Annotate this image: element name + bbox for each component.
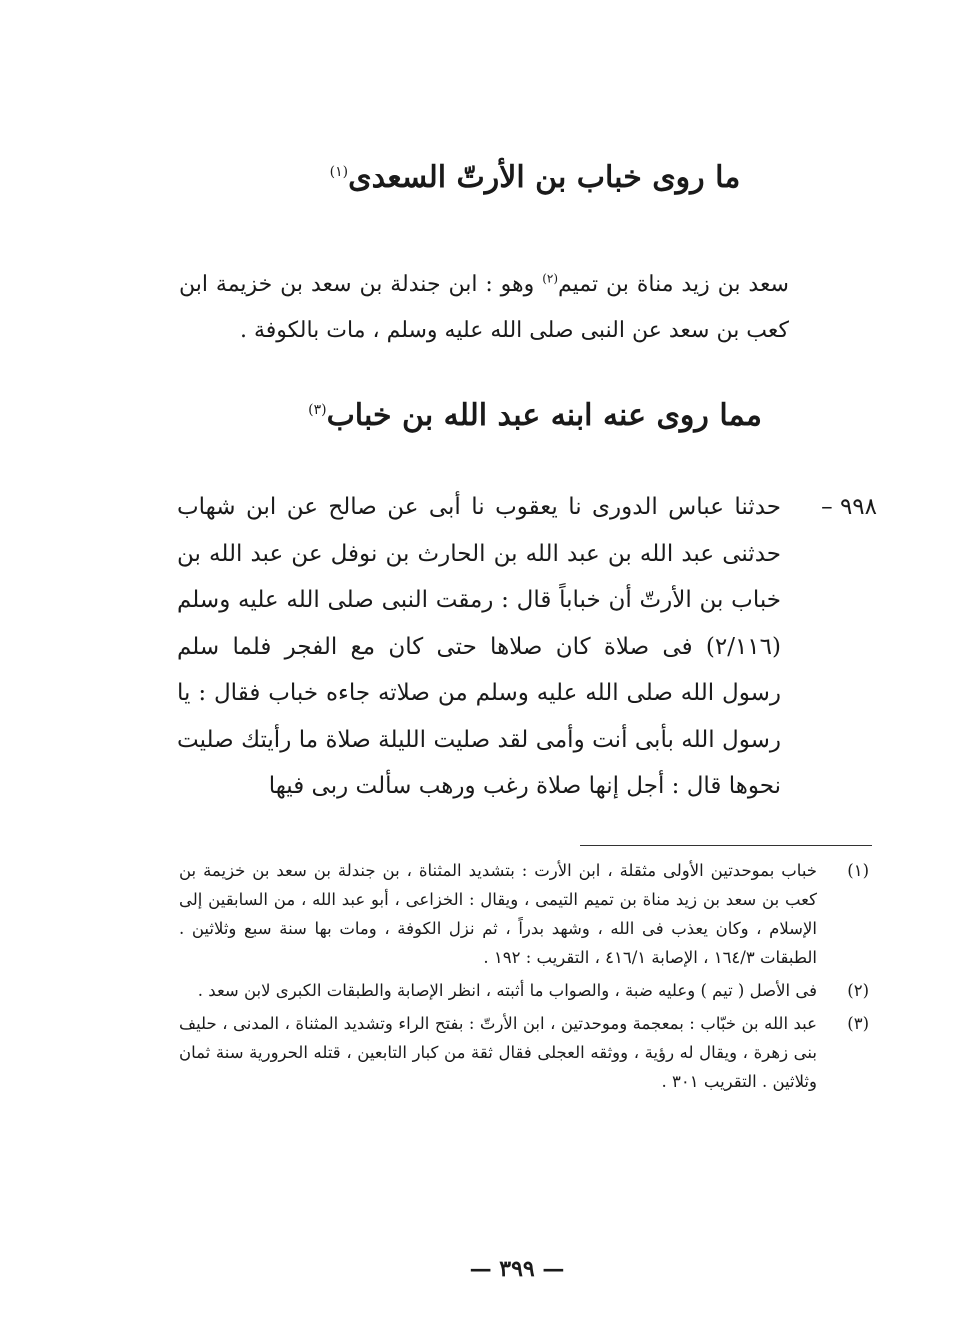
footnote-item: [179, 856, 869, 972]
subsection-heading-text: مما روى عنه ابنه عبد الله بن خباب: [326, 398, 762, 433]
footnote-item: [179, 976, 869, 1005]
intro-text-end: وهو : ابن جندلة بن سعد بن خزيمة ابن كعب بن سعد عن النبى صلى الله عليه وسلم ، مات بالكوفة .: [179, 272, 789, 343]
footnote-separator: [580, 845, 872, 846]
hadith-number: ٩٩٨ –: [821, 494, 877, 520]
section-heading: [0, 160, 957, 195]
hadith-entry: [177, 484, 877, 810]
footnotes: [179, 856, 869, 1100]
section-heading-text: ما روى خباب بن الأرتّ السعدى: [348, 160, 741, 195]
footnote-item: [179, 1009, 869, 1096]
footnote-number: (١): [847, 861, 869, 880]
footnote-text: خباب بموحدتين الأولى مثقلة ، ابن الأرت : بتشديد المثناة ، بن جندلة بن سعد بن خزيمة بن كعب بن سعد بن زيد مناة بن تميم التيمى ، ويقال : الخزاعى ، أبو عبد الله ، من السابقين إلى الإسلام ، وكان يعذب فى الله ، وشهد بدراً ، ثم نزل الكوفة ، ومات بها سنة سبع وثلاثين . الطبقات ١٦٤/٣ ، الإصابة ٤١٦/١ ، التقريب : ١٩٢ .: [179, 861, 817, 967]
footnote-text: فى الأصل ( تيم ) وعليه ضبة ، والصواب ما أثبته ، انظر الإصابة والطبقات الكبرى لابن سعد .: [197, 981, 817, 1000]
intro-text-start: سعد بن زيد مناة بن تميم: [558, 272, 789, 297]
page-number: — ٣٩٩ —: [469, 1256, 565, 1282]
footnote-ref: (٢): [542, 271, 559, 286]
footnote-number: (٣): [847, 1014, 869, 1033]
footnote-ref: (١): [329, 164, 349, 180]
footnote-ref: (٣): [308, 402, 327, 418]
subsection-heading: [0, 398, 957, 433]
footnote-text: عبد الله بن خبّاب : بمعجمة وموحدتين ، ابن الأرتّ : بفتح الراء وتشديد المثناة ، المدنى ، حليف بنى زهرة ، ويقال له رؤية ، ووثقه العجلى فقال ثقة من كبار التابعين ، قتله الحرورية سنة ثمان وثلاثين . التقريب ٣٠١ .: [179, 1014, 817, 1091]
intro-paragraph: [179, 262, 789, 354]
hadith-text: حدثنا عباس الدورى نا يعقوب نا أبى عن صالح عن ابن شهاب حدثنى عبد الله بن عبد الله بن الحارث بن نوفل عن عبد الله بن خباب بن الأرتّ أن خباباً قال : رمقت النبى صلى الله عليه وسلم (٢/١١٦) فى صلاة كان صلاها حتى كان مع الفجر فلما سلم رسول الله صلى الله عليه وسلم من صلاته جاءه خباب فقال : يا رسول الله بأبى أنت وأمى لقد صليت الليلة صلاة ما رأيتك صليت نحوها قال : أجل إنها صلاة رغب ورهب سألت ربى فيها: [177, 494, 781, 799]
footnote-number: (٢): [847, 981, 869, 1000]
